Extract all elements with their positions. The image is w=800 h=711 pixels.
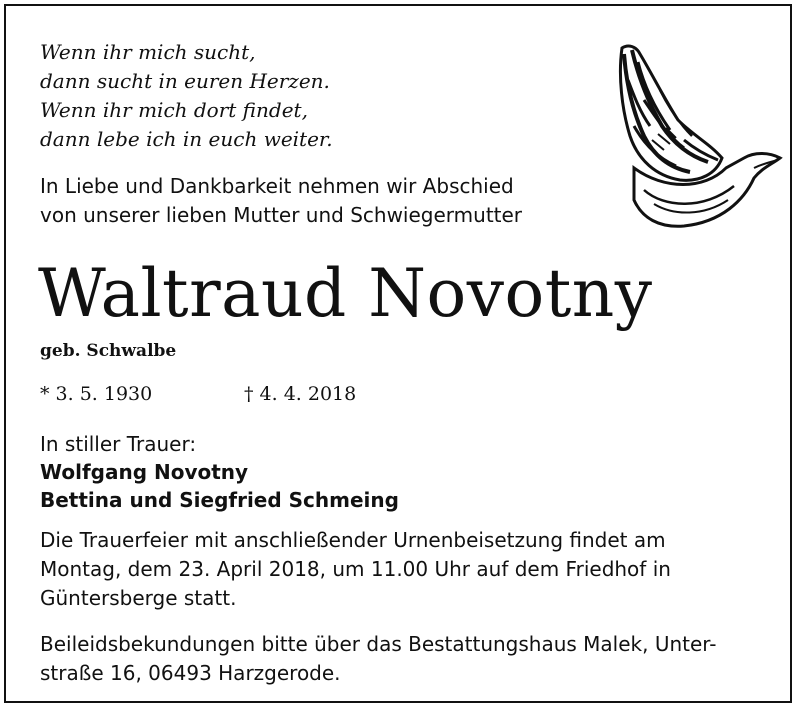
deceased-name: Waltraud Novotny bbox=[38, 255, 653, 332]
birth-date: * 3. 5. 1930 bbox=[40, 383, 153, 405]
poem-line: Wenn ihr mich dort findet, bbox=[40, 98, 308, 122]
poem-line: dann lebe ich in euch weiter. bbox=[40, 127, 333, 151]
intro-line: In Liebe und Dankbarkeit nehmen wir Abschied bbox=[40, 174, 514, 198]
intro-line: von unserer lieben Mutter und Schwiegermutter bbox=[40, 203, 523, 227]
mourners-heading: In stiller Trauer: bbox=[40, 432, 197, 456]
poem-line: Wenn ihr mich sucht, bbox=[40, 40, 256, 64]
mourner-name: Bettina und Siegfried Schmeing bbox=[40, 488, 399, 512]
funeral-notice bbox=[40, 526, 780, 613]
maiden-name: geb. Schwalbe bbox=[40, 341, 177, 361]
funeral-line: Montag, dem 23. April 2018, um 11.00 Uhr auf dem Friedhof in bbox=[40, 557, 671, 581]
intro-text bbox=[40, 172, 522, 230]
funeral-line: Güntersberge statt. bbox=[40, 586, 237, 610]
funeral-line: Die Trauerfeier mit anschließender Urnenbeisetzung findet am bbox=[40, 528, 666, 552]
poem bbox=[40, 38, 333, 154]
condolences-notice bbox=[40, 630, 780, 688]
condolences-line: straße 16, 06493 Harzgerode. bbox=[40, 661, 341, 685]
condolences-line: Beileidsbekundungen bitte über das Bestattungshaus Malek, Unter- bbox=[40, 632, 717, 656]
life-dates bbox=[40, 380, 357, 408]
mourner-name: Wolfgang Novotny bbox=[40, 460, 249, 484]
poem-line: dann sucht in euren Herzen. bbox=[40, 69, 330, 93]
death-date: † 4. 4. 2018 bbox=[244, 383, 357, 405]
praying-hands-icon bbox=[604, 40, 786, 230]
mourners bbox=[40, 430, 399, 514]
obituary-frame bbox=[4, 4, 792, 703]
